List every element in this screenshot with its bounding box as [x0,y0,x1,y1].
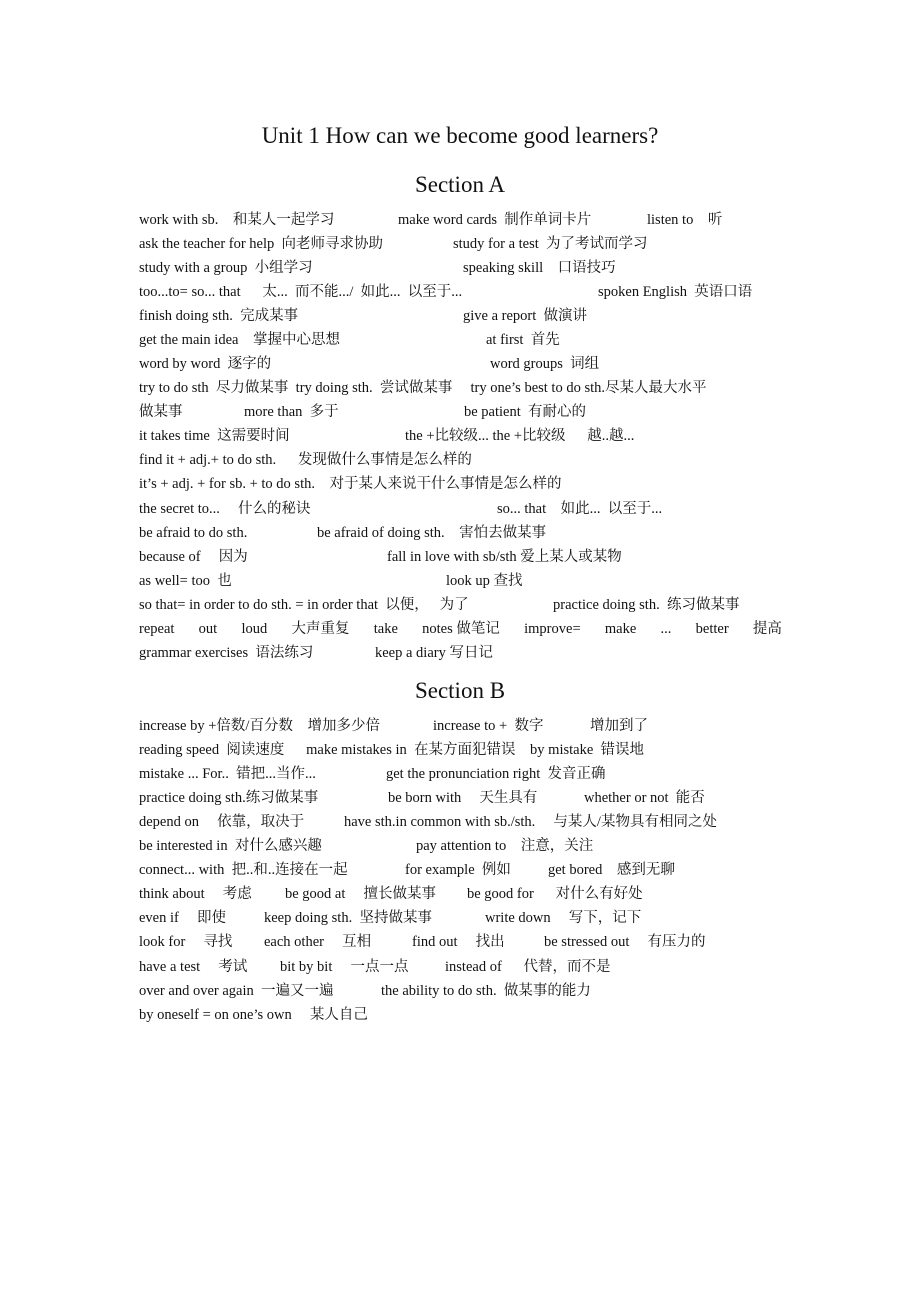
vocab-word: repeat [139,621,175,637]
vocab-entry: get bored 感到无聊 [548,862,675,878]
vocab-entry: get the pronunciation right 发音正确 [386,766,606,782]
vocab-entry: each other 互相 [264,934,372,950]
vocab-entry: increase to + 数字 [433,718,544,734]
vocab-entry: more than 多于 [244,404,339,420]
vocab-entry: be afraid of doing sth. 害怕去做某事 [317,525,547,541]
vocab-line [139,858,789,882]
vocab-entry: finish doing sth. 完成某事 [139,308,299,324]
vocab-entry: whether or not 能否 [584,790,705,806]
vocab-entry: speaking skill 口语技巧 [463,260,616,276]
section-b-heading: Section B [414,678,506,703]
vocab-line [139,906,789,930]
vocab-line [139,810,789,834]
vocab-entry: so that= in order to do sth. = in order that 以便， 为了 [139,597,469,613]
vocab-line [139,521,789,545]
vocab-entry: make word cards 制作单词卡片 [398,212,592,228]
vocab-entry: study with a group 小组学习 [139,260,313,276]
vocab-entry: have sth.in common with sb./sth. 与某人/某物具有相同之处 [344,814,717,830]
vocab-entry: be interested in 对什么感兴趣 [139,838,322,854]
vocab-line [139,1003,789,1027]
vocab-entry: get the main idea 掌握中心思想 [139,332,340,348]
vocab-line [139,955,789,979]
vocab-entry: look up 查找 [446,573,523,589]
vocab-line [139,930,789,954]
vocab-line [139,617,789,641]
vocab-entry: because of 因为 [139,549,248,565]
vocab-entry: write down 写下，记下 [485,910,642,926]
vocab-entry: find it + adj.+ to do sth. 发现做什么事情是怎么样的 [139,452,472,468]
vocab-word: better [695,621,729,637]
vocab-line [139,208,789,232]
vocab-entry: practice doing sth. 练习做某事 [553,597,740,613]
vocab-entry: ask the teacher for help 向老师寻求协助 [139,236,384,252]
vocab-entry: bit by bit 一点一点 [280,959,409,975]
vocab-word: ... [660,621,672,637]
vocab-entry: listen to 听 [647,212,723,228]
vocab-entry: work with sb. 和某人一起学习 [139,212,335,228]
vocab-entry: be born with 天生具有 [388,790,538,806]
vocab-entry: even if 即使 [139,910,226,926]
vocab-entry: instead of 代替，而不是 [445,959,611,975]
vocab-line [139,979,789,1003]
vocab-line [139,280,789,304]
vocab-word: out [198,621,218,637]
vocab-entry: at first 首先 [486,332,560,348]
vocab-word: make [604,621,637,637]
vocab-entry: the ability to do sth. 做某事的能力 [381,983,591,999]
vocab-line [139,593,789,617]
vocab-line [139,400,789,424]
vocab-entry: reading speed 阅读速度 make mistakes in 在某方面犯错误 by mistake 错误地 [139,742,645,758]
vocab-line [139,786,789,810]
justified-row [139,617,782,641]
vocab-entry: by oneself = on one’s own 某人自己 [139,1007,368,1023]
vocab-word: loud [241,621,268,637]
vocab-entry: try to do sth 尽力做某事 try doing sth. 尝试做某事 try one’s best to do sth.尽某人最大水平 [139,380,707,396]
vocab-entry: 增加到了 [590,718,648,734]
vocab-entry: practice doing sth.练习做某事 [139,790,319,806]
vocab-line [139,569,789,593]
vocab-word: 大声重复 [291,621,350,637]
vocab-line [139,232,789,256]
vocab-line [139,328,789,352]
vocab-line [139,256,789,280]
page-title: Unit 1 How can we become good learners? [261,123,659,148]
vocab-entry: fall in love with sb/sth 爱上某人或某物 [387,549,622,565]
vocab-entry: 做某事 [139,404,183,420]
vocab-line [139,352,789,376]
vocab-entry: word by word 逐字的 [139,356,272,372]
vocab-entry: pay attention to 注意，关注 [416,838,594,854]
vocab-entry: be afraid to do sth. [139,525,248,541]
vocab-entry: be stressed out 有压力的 [544,934,706,950]
vocab-word: 提高 [752,621,782,637]
vocab-entry: grammar exercises 语法练习 [139,645,314,661]
vocab-entry: mistake ... For.. 错把...当作... [139,766,316,782]
vocab-line [139,472,789,496]
vocab-entry: the +比较级... the +比较级 越..越... [405,428,635,444]
vocab-line [139,834,789,858]
vocab-entry: so... that 如此... 以至于... [497,501,663,517]
vocab-line [139,424,789,448]
vocab-line [139,714,789,738]
vocab-entry: be good for 对什么有好处 [467,886,643,902]
vocab-line [139,448,789,472]
vocab-line [139,882,789,906]
vocab-entry: be patient 有耐心的 [464,404,587,420]
vocab-entry: word groups 词组 [490,356,600,372]
vocab-entry: it’s + adj. + for sb. + to do sth. 对于某人来说干什么事情是怎么样的 [139,476,562,492]
vocab-entry: have a test 考试 [139,959,248,975]
vocab-entry: spoken English 英语口语 [598,284,753,300]
vocab-entry: over and over again 一遍又一遍 [139,983,334,999]
vocab-word: notes 做笔记 [422,621,500,637]
vocab-line [139,738,789,762]
section-a-heading: Section A [414,172,506,197]
vocab-entry: study for a test 为了考试而学习 [453,236,648,252]
vocab-line [139,762,789,786]
vocab-word: take [373,621,398,637]
vocab-line [139,304,789,328]
vocab-word: improve= [524,621,581,637]
vocab-entry: the secret to... 什么的秘诀 [139,501,311,517]
vocab-entry: keep a diary 写日记 [375,645,493,661]
vocab-line [139,497,789,521]
vocab-entry: think about 考虑 [139,886,252,902]
vocab-entry: for example 例如 [405,862,511,878]
vocab-entry: look for 寻找 [139,934,233,950]
vocab-line [139,641,789,665]
vocab-entry: increase by +倍数/百分数 增加多少倍 [139,718,380,734]
vocab-line [139,376,789,400]
vocab-entry: as well= too 也 [139,573,232,589]
vocab-entry: depend on 依靠，取决于 [139,814,305,830]
vocab-entry: be good at 擅长做某事 [285,886,437,902]
vocab-entry: it takes time 这需要时间 [139,428,290,444]
vocab-entry: too...to= so... that 太... 而不能.../ 如此... 以至于... [139,284,463,300]
vocab-entry: keep doing sth. 坚持做某事 [264,910,432,926]
vocab-line [139,545,789,569]
vocab-entry: give a report 做演讲 [463,308,588,324]
vocab-entry: connect... with 把..和..连接在一起 [139,862,348,878]
vocab-entry: find out 找出 [412,934,505,950]
